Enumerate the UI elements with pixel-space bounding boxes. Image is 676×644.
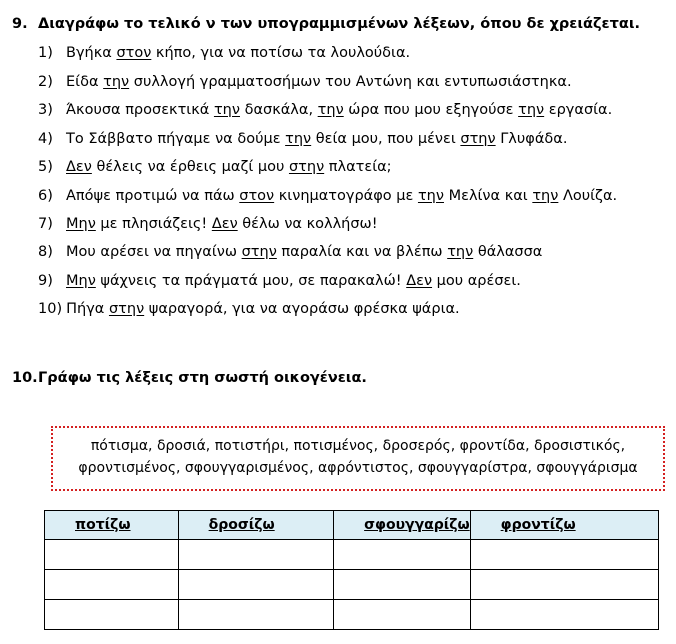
exercise-9-item (38, 273, 521, 289)
sentence-text: Το Σάββατο πήγαμε να δούμε (66, 131, 286, 147)
sentence-text: δασκάλα, (239, 102, 318, 118)
underlined-word: Μην (66, 216, 96, 232)
exercise-9-item (38, 74, 572, 90)
answer-cell[interactable] (470, 570, 658, 600)
sentence-text: θέλω να κολλήσω! (237, 216, 378, 232)
underlined-word: Μην (66, 273, 96, 289)
word-family-table (44, 510, 659, 630)
answer-cell[interactable] (470, 600, 658, 630)
header-potizo: ποτίζω (45, 511, 179, 540)
underlined-word: στον (239, 188, 275, 204)
exercise-9-instruction: Διαγράφω το τελικό ν των υπογραμμισμένων λέξεων, όπου δε χρειάζεται. (38, 16, 641, 32)
sentence-text: θάλασσα (473, 244, 543, 260)
table-row (45, 570, 659, 600)
sentence-text: συλλογή γραμματοσήμων του Αντώνη και εντυπωσιάστηκα. (129, 74, 572, 90)
answer-cell[interactable] (45, 600, 179, 630)
exercise-9-item (38, 45, 410, 61)
underlined-word: την (317, 102, 344, 118)
sentence-text: θεία μου, που μένει (311, 131, 461, 147)
table-header-row (45, 511, 659, 540)
item-number: 4) (38, 131, 53, 147)
item-number: 5) (38, 159, 53, 175)
item-number: 2) (38, 74, 53, 90)
item-number: 9) (38, 273, 53, 289)
sentence-text: Μελίνα και (443, 188, 533, 204)
word-bank-line-2: φροντισμένος, σφουγγαρισμένος, αφρόντιστος, σφουγγαρίστρα, σφουγγάρισμα (78, 460, 638, 476)
header-drosizo: δροσίζω (178, 511, 334, 540)
underlined-word: στην (241, 244, 277, 260)
sentence-text: θέλεις να έρθεις μαζί μου (91, 159, 289, 175)
underlined-word: την (285, 131, 312, 147)
exercise-10-number: 10. (12, 370, 38, 386)
answer-cell[interactable] (45, 570, 179, 600)
exercise-9-item (38, 102, 612, 118)
underlined-word: την (103, 74, 130, 90)
underlined-word: Δεν (66, 159, 92, 175)
underlined-word: την (417, 188, 444, 204)
sentence-text: Είδα (66, 74, 104, 90)
sentence-text: Λουίζα. (558, 188, 618, 204)
table-row (45, 600, 659, 630)
answer-cell[interactable] (45, 540, 179, 570)
answer-cell[interactable] (334, 600, 471, 630)
answer-cell[interactable] (470, 540, 658, 570)
underlined-word: στην (288, 159, 325, 175)
exercise-9-item (38, 244, 542, 260)
underlined-word: την (447, 244, 474, 260)
sentence-text: πλατεία; (324, 159, 392, 175)
sentence-text: Βγήκα (66, 45, 117, 61)
sentence-text: ψαραγορά, για να αγοράσω φρέσκα ψάρια. (144, 301, 460, 317)
underlined-word: την (532, 188, 559, 204)
header-frontizo: φροντίζω (470, 511, 658, 540)
underlined-word: στην (460, 131, 496, 147)
exercise-9-item (38, 188, 617, 204)
exercise-9-item (38, 301, 460, 317)
sentence-text: Απόψε προτιμώ να πάω (66, 188, 240, 204)
answer-cell[interactable] (334, 570, 471, 600)
item-number: 10) (38, 301, 63, 317)
underlined-word: στον (116, 45, 152, 61)
sentence-text: Μου αρέσει να πηγαίνω (66, 244, 242, 260)
exercise-9-item (38, 131, 567, 147)
sentence-text: Γλυφάδα. (495, 131, 568, 147)
underlined-word: Δεν (406, 273, 433, 289)
answer-cell[interactable] (178, 600, 334, 630)
item-number: 1) (38, 45, 53, 61)
item-number: 6) (38, 188, 53, 204)
sentence-text: παραλία και να βλέπω (276, 244, 448, 260)
sentence-text: μου αρέσει. (432, 273, 521, 289)
answer-cell[interactable] (178, 570, 334, 600)
item-number: 7) (38, 216, 53, 232)
exercise-10-title (12, 370, 367, 386)
sentence-text: κινηματογράφο με (274, 188, 418, 204)
sentence-text: Πήγα (66, 301, 109, 317)
item-number: 3) (38, 102, 53, 118)
exercise-10-instruction: Γράφω τις λέξεις στη σωστή οικογένεια. (38, 370, 367, 386)
word-bank-line-1: πότισμα, δροσιά, ποτιστήρι, ποτισμένος, δροσερός, φροντίδα, δροσιστικός, (90, 438, 626, 454)
answer-cell[interactable] (178, 540, 334, 570)
sentence-text: με πλησιάζεις! (95, 216, 212, 232)
exercise-9-title (12, 16, 640, 32)
exercise-9-item (38, 159, 392, 175)
underlined-word: την (518, 102, 545, 118)
sentence-text: Άκουσα προσεκτικά (66, 102, 214, 118)
item-number: 8) (38, 244, 53, 260)
underlined-word: στην (108, 301, 145, 317)
sentence-text: ώρα που μου εξηγούσε (343, 102, 519, 118)
sentence-text: ψάχνεις τα πράγματά μου, σε παρακαλώ! (95, 273, 407, 289)
underlined-word: την (213, 102, 240, 118)
underlined-word: Δεν (211, 216, 238, 232)
sentence-text: εργασία. (544, 102, 613, 118)
answer-cell[interactable] (334, 540, 471, 570)
sentence-text: κήπο, για να ποτίσω τα λουλούδια. (151, 45, 411, 61)
header-sfoungarizo: σφουγγαρίζω (334, 511, 471, 540)
exercise-9-number: 9. (12, 16, 28, 32)
word-bank-box (51, 426, 665, 491)
table-row (45, 540, 659, 570)
exercise-9-item (38, 216, 378, 232)
